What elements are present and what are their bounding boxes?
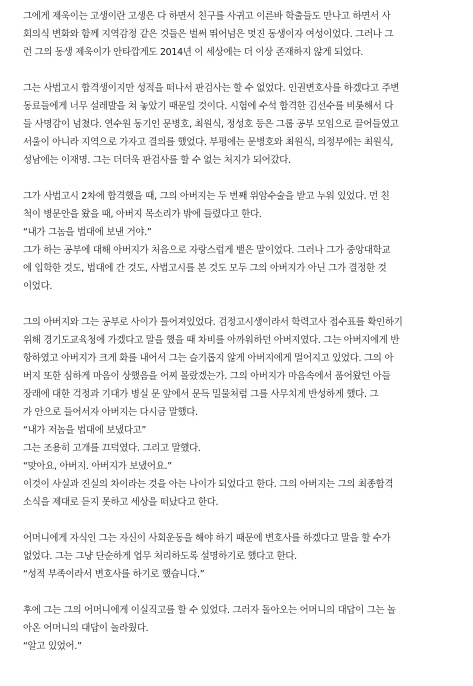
- paragraph-1: [23, 8, 449, 62]
- text-line: 항하였고 아버지가 크게 화를 내어서 그는 슬기롭지 않게 아버지에게 멀어지고 있었다. 그의 아: [23, 353, 394, 364]
- text-line: 동료들에게 너무 설레발을 쳐 놓았기 때문일 것이다. 시험에 수석 합격한 김선수를 비롯해서 다: [23, 101, 394, 112]
- text-line: 서울이 아니라 지역으로 가자고 결의를 했었다. 부평에는 문병호와 최원식, 의정부에는 최원식,: [23, 137, 394, 148]
- text-line: 성남에는 이재명. 그는 더더욱 판검사를 할 수 없는 처지가 되어갔다.: [23, 155, 291, 166]
- text-line: 가 안으로 들어서자 아버지는 다시금 말했다.: [23, 407, 198, 418]
- quote-line: “맞아요, 아버지. 아버지가 보냈어요.”: [23, 461, 172, 472]
- paragraph-5: [23, 530, 449, 584]
- text-line: 그에게 제욱이는 고생이란 고생은 다 하면서 친구를 사귀고 이른바 학출들도 만나고 하면서 사: [23, 11, 391, 22]
- text-line: 들 사명감이 넘쳤다. 연수원 동기인 문병호, 최원식, 정성호 등은 그룹 공부 모임으로 끌어들였고: [23, 119, 399, 130]
- paragraph-2: [23, 80, 449, 170]
- text-line: 없었다. 그는 그냥 단순하게 업무 처리하도록 설명하기로 했다고 한다.: [23, 551, 297, 562]
- text-line: 장래에 대한 걱정과 기대가 병실 문 앞에서 문득 밀물처럼 그를 사무치게 반성하게 했다. 그: [23, 389, 379, 400]
- text-line: 이었다.: [23, 281, 53, 292]
- text-line: 위해 경기도교육청에 가겠다고 말을 했을 때 차비를 아까워하던 아버지였다. 그는 아버지에게 반: [23, 335, 400, 346]
- paragraph-4: [23, 314, 449, 512]
- quote-line: “내가 저놈을 법대에 보냈다고”: [23, 425, 147, 436]
- text-line: 그가 사법고시 2차에 합격했을 때, 그의 아버지는 두 번째 위암수술을 받고 누워 있었다. 먼 친: [23, 191, 390, 202]
- text-line: 회의식 변화와 함께 지역감정 같은 것들은 벌써 뛰어넘은 멋진 동생이자 여성이었다. 그러나 그: [23, 29, 394, 40]
- text-line: 그는 사법고시 합격생이지만 성적을 떠나서 판검사는 할 수 없었다. 인권변호사를 하겠다고 주변: [23, 83, 400, 94]
- text-line: 후에 그는 그의 어머니에게 이실직고를 할 수 있었다. 그러자 돌아오는 어머니의 대답이 그는 놀: [23, 605, 396, 616]
- paragraph-6: [23, 602, 449, 656]
- text-line: 런 그의 동생 제욱이가 안타깝게도 2014년 이 세상에는 더 이상 존재하지 않게 되었다.: [23, 47, 364, 58]
- text-line: 그가 하는 공부에 대해 아버지가 처음으로 자랑스럽게 뱉은 말이었다. 그러나 그가 중앙대학교: [23, 245, 391, 256]
- paragraph-3: [23, 188, 449, 296]
- text-line: 그는 조용히 고개를 끄덕였다. 그리고 말했다.: [23, 443, 201, 454]
- text-line: 척이 병문안을 왔을 때, 아버지 목소리가 밖에 들렸다고 한다.: [23, 209, 262, 220]
- quote-line: “알고 있었어.”: [23, 641, 82, 652]
- quote-line: “내가 그놈을 법대에 보낸 거야.”: [23, 227, 152, 238]
- text-line: 이것이 사실과 진실의 차이라는 것을 아는 나이가 되었다고 한다. 그의 아버지는 그의 최종합격: [23, 479, 394, 490]
- text-line: 아온 어머니의 대답이 놀라웠다.: [23, 623, 149, 634]
- text-line: 소식을 제대로 듣지 못하고 세상을 떠났다고 한다.: [23, 497, 219, 508]
- text-line: 버지 또한 심하게 마음이 상했음을 어찌 몰랐겠는가. 그의 아버지가 마음속에서 품어왔던 아들: [23, 371, 391, 382]
- quote-line: “성적 부족이라서 변호사를 하기로 했습니다.”: [23, 569, 205, 580]
- text-line: 에 입학한 것도, 법대에 간 것도, 사법고시를 본 것도 모두 그의 아버지가 아닌 그가 결정한 것: [23, 263, 387, 274]
- text-line: 어머니에게 자식인 그는 자신이 사회운동을 해야 하기 때문에 변호사를 하겠다고 말을 할 수가: [23, 533, 391, 544]
- text-line: 그의 아버지와 그는 공부로 사이가 틀어져있었다. 검정고시생이라서 학력고사 접수표를 확인하기: [23, 317, 403, 328]
